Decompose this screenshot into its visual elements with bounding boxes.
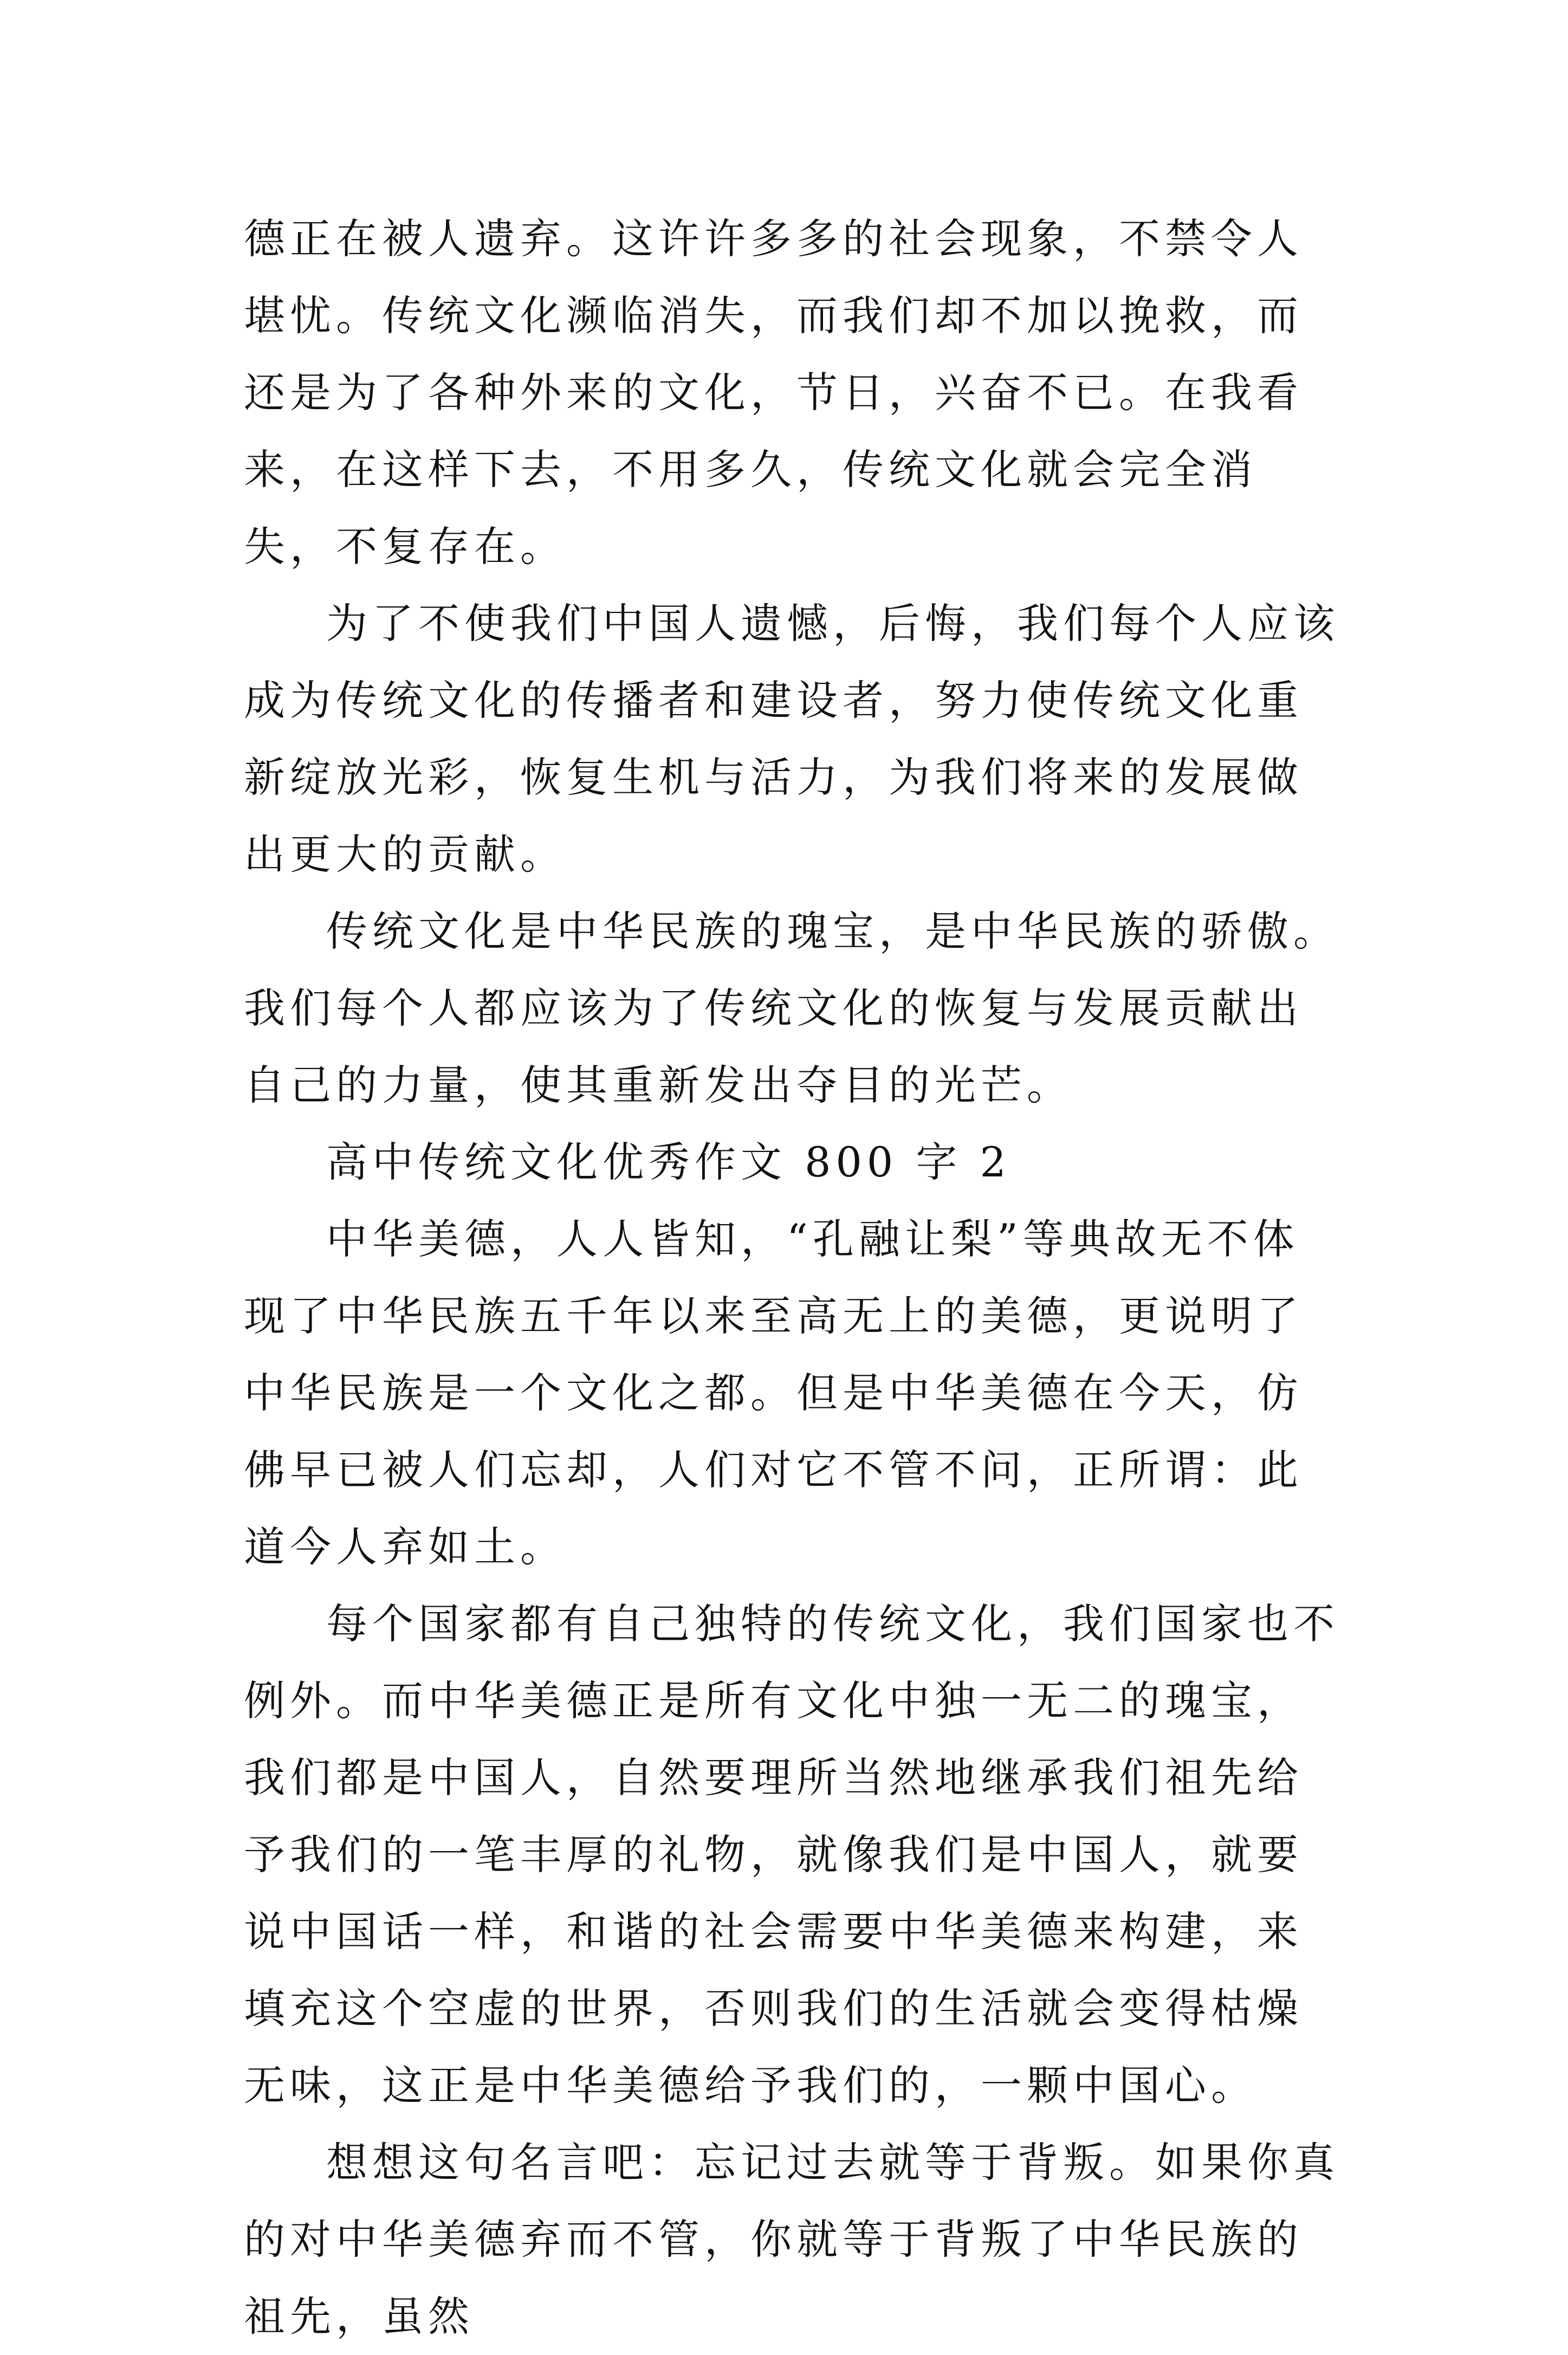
paragraph-treasure: 传统文化是中华民族的瑰宝，是中华民族的骄傲。我们每个人都应该为了传统文化的恢复与发展贡献出自己的力量，使其重新发出夺目的光芒。 [244,907,1339,1109]
paragraph-quote: 想想这句名言吧：忘记过去就等于背叛。如果你真的对中华美德弃而不管，你就等于背叛了中华民族的祖先，虽然 [244,2138,1339,2340]
essay-heading: 高中传统文化优秀作文 800 字 2 [326,1138,1011,1186]
paragraph-continuation: 德正在被人遗弃。这许许多多的社会现象，不禁令人堪忧。传统文化濒临消失，而我们却不加以挽救，而还是为了各种外来的文化，节日，兴奋不已。在我看来，在这样下去，不用多久，传统文化就会完全消失，不复存在。 [244,215,1303,571]
paragraph-unique-culture: 每个国家都有自己独特的传统文化，我们国家也不例外。而中华美德正是所有文化中独一无二的瑰宝，我们都是中国人，自然要理所当然地继承我们祖先给予我们的一笔丰厚的礼物，就像我们是中国人，就要说中国话一样，和谐的社会需要中华美德来构建，来填充这个空虚的世界，否则我们的生活就会变得枯燥无味，这正是中华美德给予我们的，一颗中国心。 [244,1600,1339,2110]
document-body [244,200,1344,2355]
paragraph-inheritors: 为了不使我们中国人遗憾，后悔，我们每个人应该成为传统文化的传播者和建设者，努力使传统文化重新绽放光彩，恢复生机与活力，为我们将来的发展做出更大的贡献。 [244,599,1339,878]
paragraph-virtue: 中华美德，人人皆知，“孔融让梨”等典故无不体现了中华民族五千年以来至高无上的美德，更说明了中华民族是一个文化之都。但是中华美德在今天，仿佛早已被人们忘却，人们对它不管不问，正所谓：此道今人弃如土。 [244,1215,1303,1571]
